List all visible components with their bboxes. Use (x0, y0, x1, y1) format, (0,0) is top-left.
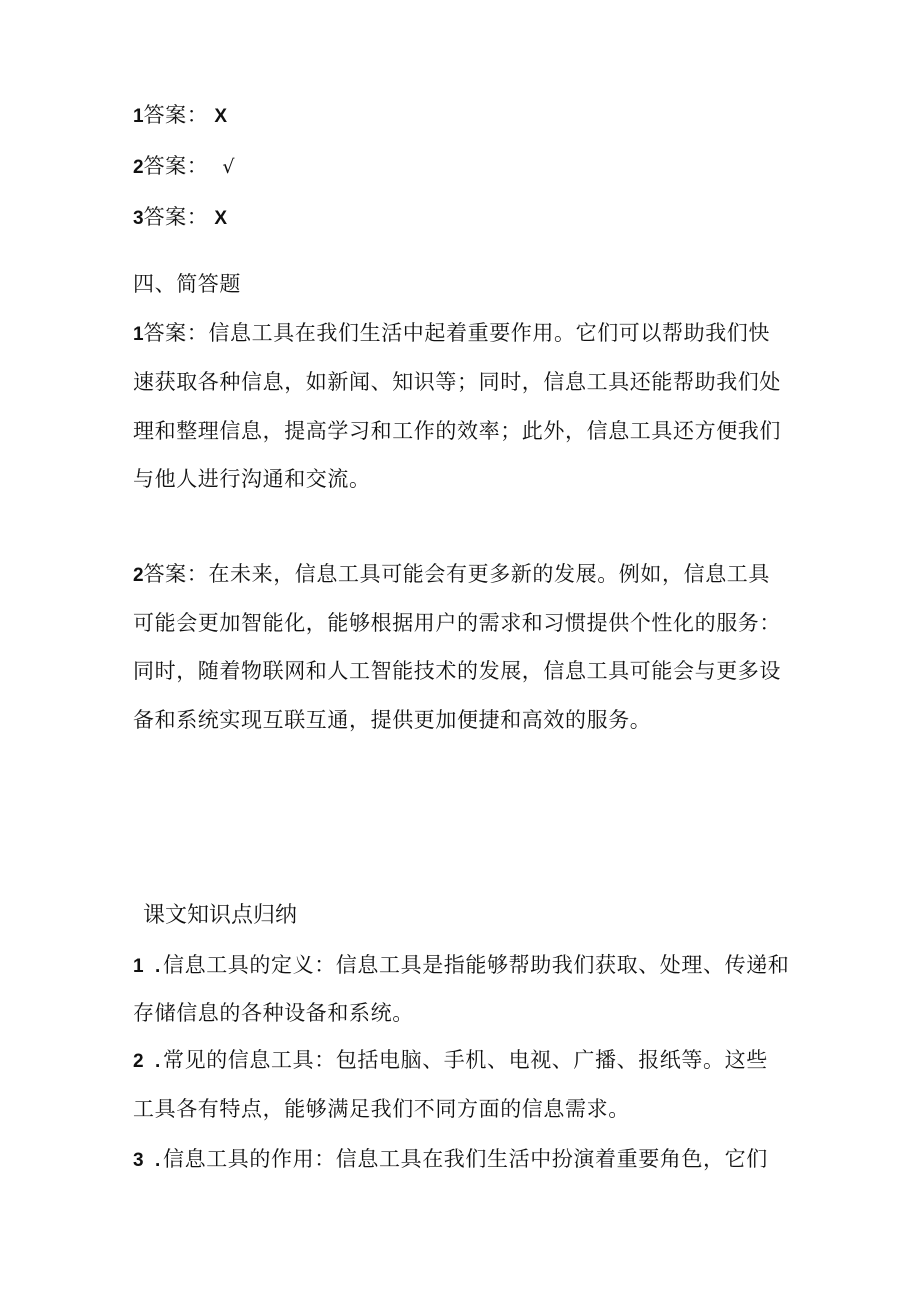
answer-mark: √ (222, 156, 236, 178)
answer-3 (133, 203, 228, 233)
list-dot: . (155, 1150, 161, 1171)
summary-item-2-line-1 (133, 1046, 768, 1076)
summary-item-1-line-2: 存储信息的各种设备和系统。 (133, 1001, 414, 1025)
summary-item-3-line-1 (133, 1145, 768, 1175)
section-four-title: 四、简答题 (133, 272, 241, 296)
short-answer-2-line-1 (133, 560, 770, 590)
answer-label: 答案： (143, 154, 209, 178)
answer-number: 1 (133, 324, 144, 345)
list-dot: . (155, 1051, 161, 1072)
list-text: 信息工具的作用：信息工具在我们生活中扮演着重要角色，它们 (163, 1147, 768, 1171)
answer-label: 答案： (143, 103, 209, 127)
list-dot: . (155, 956, 161, 977)
short-answer-2-line-3: 同时，随着物联网和人工智能技术的发展，信息工具可能会与更多设 (133, 659, 781, 683)
short-answer-1-line-3: 理和整理信息，提高学习和工作的效率；此外，信息工具还方便我们 (133, 419, 781, 443)
short-answer-1-line-1 (133, 319, 770, 349)
list-number: 1 (133, 956, 145, 977)
answer-label: 答案： (143, 562, 209, 586)
answer-mark: X (214, 106, 228, 127)
answer-label: 答案： (143, 321, 209, 345)
answer-number: 1 (133, 106, 144, 127)
short-answer-2-line-2: 可能会更加智能化，能够根据用户的需求和习惯提供个性化的服务： (133, 611, 781, 635)
answer-1 (133, 101, 228, 131)
answer-text: 信息工具在我们生活中起着重要作用。它们可以帮助我们快 (208, 321, 770, 345)
answer-mark: X (214, 208, 228, 229)
answer-number: 2 (133, 157, 144, 178)
answer-2 (133, 152, 235, 182)
list-number: 3 (133, 1150, 145, 1171)
short-answer-1-line-2: 速获取各种信息，如新闻、知识等；同时，信息工具还能帮助我们处 (133, 370, 781, 394)
summary-title: 课文知识点归纳 (143, 903, 298, 928)
answer-label: 答案： (143, 205, 209, 229)
answer-number: 2 (133, 565, 144, 586)
summary-item-1-line-1 (133, 951, 789, 981)
list-number: 2 (133, 1051, 145, 1072)
short-answer-1-line-4: 与他人进行沟通和交流。 (133, 467, 371, 491)
short-answer-2-line-4: 备和系统实现互联互通，提供更加便捷和高效的服务。 (133, 708, 652, 732)
answer-text: 在未来，信息工具可能会有更多新的发展。例如，信息工具 (208, 562, 770, 586)
list-text: 常见的信息工具：包括电脑、手机、电视、广播、报纸等。这些 (163, 1048, 768, 1072)
answer-number: 3 (133, 208, 144, 229)
list-text: 信息工具的定义：信息工具是指能够帮助我们获取、处理、传递和 (163, 953, 790, 977)
summary-item-2-line-2: 工具各有特点，能够满足我们不同方面的信息需求。 (133, 1097, 630, 1121)
